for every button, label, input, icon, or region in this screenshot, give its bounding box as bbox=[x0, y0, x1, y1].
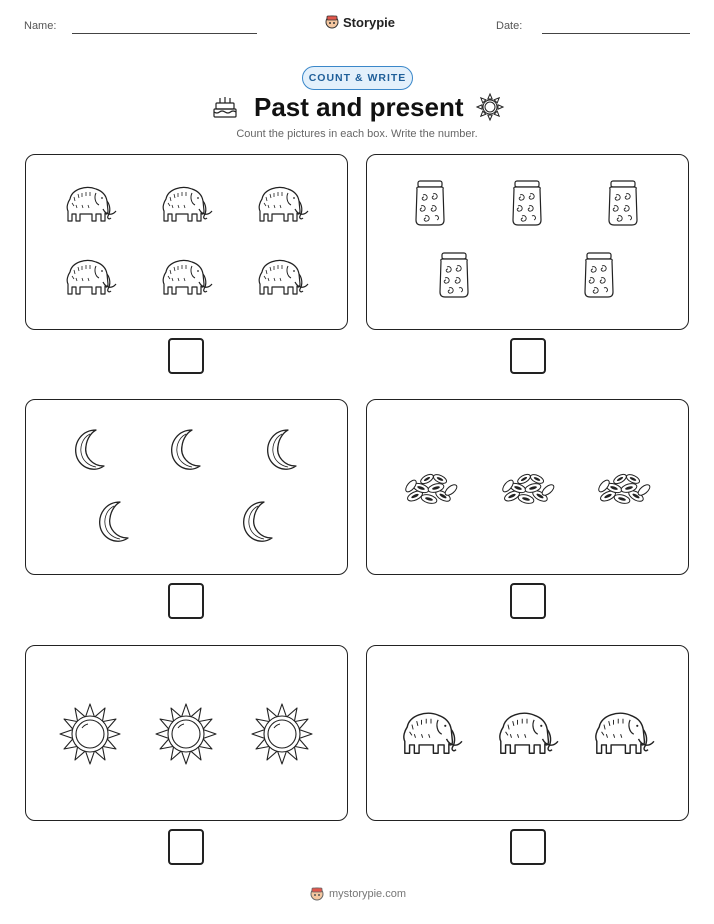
footer bbox=[310, 886, 406, 902]
counting-box-5 bbox=[25, 645, 348, 821]
moon-icon bbox=[66, 426, 114, 474]
date-field[interactable] bbox=[542, 33, 690, 34]
jar-icon bbox=[411, 180, 449, 228]
name-field[interactable] bbox=[72, 33, 257, 34]
answer-box-5[interactable] bbox=[168, 829, 204, 865]
mammoth-icon bbox=[158, 183, 214, 225]
activity-badge: COUNT & WRITE bbox=[302, 66, 413, 90]
seed-pile-icon bbox=[403, 466, 459, 508]
mammoth-icon bbox=[62, 256, 118, 298]
birthday-cake-icon bbox=[212, 94, 238, 120]
answer-box-2[interactable] bbox=[510, 338, 546, 374]
moon-icon bbox=[234, 498, 282, 546]
brand-name: Storypie bbox=[343, 14, 396, 30]
seed-pile-icon bbox=[596, 466, 652, 508]
jar-icon bbox=[604, 180, 642, 228]
jar-icon bbox=[435, 252, 473, 300]
instructions: Count the pictures in each box. Write the number. bbox=[236, 128, 478, 140]
counting-box-3 bbox=[25, 399, 348, 575]
mammoth-icon bbox=[254, 256, 310, 298]
mammoth-icon bbox=[62, 183, 118, 225]
mammoth-icon bbox=[493, 708, 561, 758]
mammoth-icon bbox=[254, 183, 310, 225]
counting-box-4 bbox=[366, 399, 689, 575]
answer-box-6[interactable] bbox=[510, 829, 546, 865]
sun-icon bbox=[154, 702, 218, 766]
answer-box-1[interactable] bbox=[168, 338, 204, 374]
name-label: Name: bbox=[24, 20, 57, 32]
counting-box-2 bbox=[366, 154, 689, 330]
mammoth-icon bbox=[397, 708, 465, 758]
sun-icon bbox=[250, 702, 314, 766]
counting-box-6 bbox=[366, 645, 689, 821]
jar-icon bbox=[580, 252, 618, 300]
sun-decoration-icon bbox=[475, 92, 505, 122]
brand-logo bbox=[325, 14, 395, 30]
moon-icon bbox=[258, 426, 306, 474]
answer-box-3[interactable] bbox=[168, 583, 204, 619]
mammoth-icon bbox=[589, 708, 657, 758]
seed-pile-icon bbox=[500, 466, 556, 508]
mammoth-icon bbox=[158, 256, 214, 298]
storypie-mascot-icon bbox=[325, 14, 339, 30]
moon-icon bbox=[162, 426, 210, 474]
page-title: Past and present bbox=[254, 92, 464, 122]
footer-url[interactable]: mystorypie.com bbox=[329, 888, 407, 900]
counting-box-1 bbox=[25, 154, 348, 330]
sun-icon bbox=[58, 702, 122, 766]
date-label: Date: bbox=[496, 20, 523, 32]
jar-icon bbox=[508, 180, 546, 228]
storypie-mascot-icon bbox=[310, 886, 324, 902]
moon-icon bbox=[90, 498, 138, 546]
answer-box-4[interactable] bbox=[510, 583, 546, 619]
